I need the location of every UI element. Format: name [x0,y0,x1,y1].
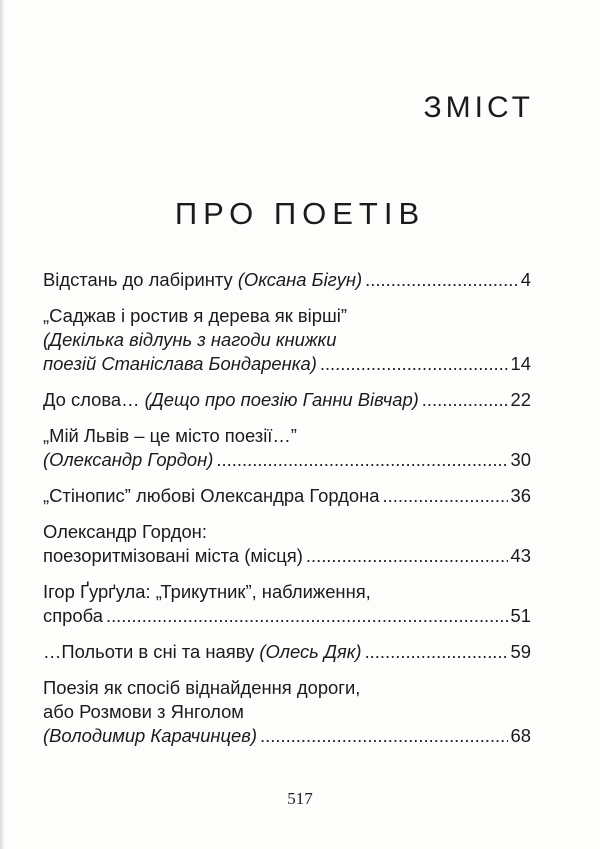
entry-subtitle: (Дещо про поезію Ганни Вівчар) [144,389,419,410]
section-title: ПРО ПОЕТІВ [174,196,426,231]
dot-leader [383,484,508,508]
toc-entry-line [43,424,531,448]
dot-leader [306,544,508,568]
toc-entry-last-line [43,352,531,376]
toc-entry-last-line [43,268,531,292]
entry-page-number: 14 [510,353,531,374]
page-number: 517 [287,789,313,808]
dot-leader [365,640,508,664]
entry-subtitle: (Декілька відлунь з нагоди книжки [43,329,337,350]
entry-page-number: 68 [510,725,531,746]
entry-author: (Олександр Гордон) [43,449,214,470]
entry-page-number: 36 [510,485,531,506]
entry-title: …Польоти в сні та наяву [43,641,260,662]
entry-author: (Оксана Бігун) [237,269,363,290]
toc-entry-last-line: спроба ..... 51 [43,604,531,628]
toc-entry [43,424,531,472]
toc-entry-line [43,304,531,328]
table-of-contents [43,268,531,760]
entry-page-number: 59 [510,641,531,662]
toc-entry-line [43,520,531,544]
toc-entry-last-line [43,484,531,508]
entry-title: „Стінопис” любові Олександра Гордона [43,485,380,506]
entry-page-number: 30 [510,449,531,470]
entry-page-number: 4 [520,269,531,290]
dot-leader [106,604,508,628]
entry-page-number: 43 [510,545,531,566]
toc-entry [43,268,531,292]
toc-entry-last-line [43,640,531,664]
dot-leader [260,724,508,748]
toc-entry-line [43,580,531,604]
toc-entry-last-line [43,388,531,412]
toc-entry [43,640,531,664]
page-edge-shadow [0,0,5,849]
toc-entry-line: або Розмови з Янголом [43,701,244,722]
entry-subtitle: поезій Станіслава Бондаренка) [43,353,317,374]
toc-entry-line [43,328,531,352]
entry-author: (Олесь Дяк) [259,641,362,662]
dot-leader [320,352,508,376]
toc-entry [43,520,531,568]
entry-title: Поезія як спосіб віднайдення дороги, [43,677,361,698]
toc-entry-line [43,676,531,700]
dot-leader [365,268,518,292]
entry-title: До слова… [43,389,145,410]
entry-title: „Саджав і ростив я дерева як вірші” [43,305,347,326]
toc-entry-last-line: поезоритмізовані міста (місця) ..... 43 [43,544,531,568]
toc-entry [43,484,531,508]
contents-heading: ЗМІСТ [423,91,534,124]
entry-title: Ігор Ґурґула: „Трикутник”, наближення, [43,581,371,602]
toc-entry [43,304,531,376]
entry-page-number: 51 [510,605,531,626]
entry-page-number: 22 [510,389,531,410]
dot-leader [216,448,507,472]
entry-title: Олександр Гордон: [43,521,207,542]
toc-entry-last-line [43,448,531,472]
toc-entry-last-line [43,724,531,748]
entry-title: Відстань до лабіринту [43,269,238,290]
toc-entry [43,388,531,412]
dot-leader [422,388,508,412]
toc-entry [43,580,531,628]
entry-title: „Мій Львів – це місто поезії…” [43,425,297,446]
toc-entry [43,676,531,748]
entry-author: (Володимир Карачинцев) [43,725,258,746]
